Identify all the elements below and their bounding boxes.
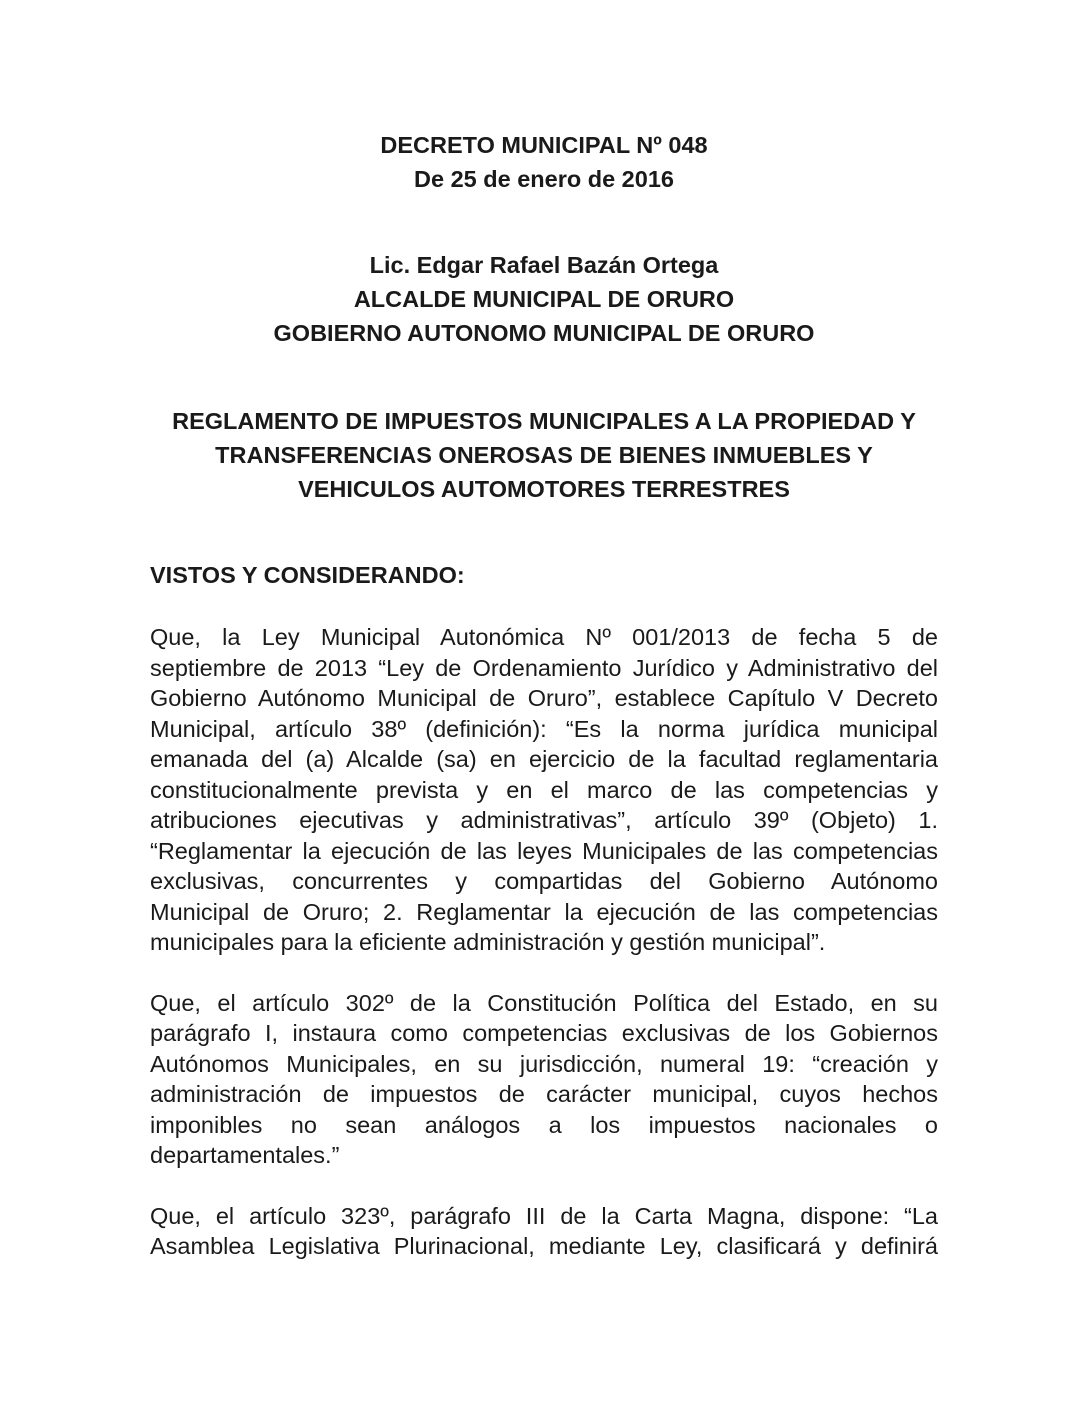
paragraph-line: administración de impuestos de carácter municipal, cuyos hechos: [150, 1081, 938, 1107]
regulation-title-line: TRANSFERENCIAS ONEROSAS DE BIENES INMUEBLES Y: [215, 442, 873, 468]
official-name: Lic. Edgar Rafael Bazán Ortega: [369, 252, 719, 278]
official-block: [150, 248, 938, 350]
paragraph-line: septiembre de 2013 “Ley de Ordenamiento Jurídico y Administrativo del: [150, 654, 938, 681]
regulation-title-line: REGLAMENTO DE IMPUESTOS MUNICIPALES A LA PROPIEDAD Y: [172, 408, 916, 434]
section-title: VISTOS Y CONSIDERANDO:: [150, 562, 465, 588]
paragraph-line: Que, el artículo 302º de la Constitución Política del Estado, en su: [150, 989, 938, 1016]
decree-number: DECRETO MUNICIPAL Nº 048: [380, 132, 708, 158]
decree-header: [150, 128, 938, 196]
paragraph-2: [150, 988, 938, 1171]
official-institution: GOBIERNO AUTONOMO MUNICIPAL DE ORURO: [273, 320, 815, 346]
paragraph-line: Gobierno Autónomo Municipal de Oruro”, establece Capítulo V Decreto: [150, 685, 938, 711]
regulation-title: [150, 404, 938, 506]
paragraph-line: Que, el artículo 323º, parágrafo III de la Carta Magna, dispone: “La: [150, 1202, 938, 1229]
paragraph-line: exclusivas, concurrentes y compartidas del Gobierno Autónomo: [150, 868, 938, 894]
paragraph-line: Autónomos Municipales, en su jurisdicción, numeral 19: “creación y: [150, 1050, 938, 1077]
paragraph-line: emanada del (a) Alcalde (sa) en ejercicio de la facultad reglamentaria: [150, 746, 938, 772]
paragraph-line: departamentales.”: [150, 1142, 340, 1168]
decree-date: De 25 de enero de 2016: [414, 166, 674, 192]
paragraph-line: Que, la Ley Municipal Autonómica Nº 001/2013 de fecha 5 de: [150, 624, 938, 650]
paragraph-3: [150, 1201, 938, 1262]
paragraph-line: imponibles no sean análogos a los impuestos nacionales o: [150, 1111, 938, 1138]
paragraph-line: constitucionalmente prevista y en el marco de las competencias y: [150, 776, 938, 803]
paragraph-line: parágrafo I, instaura como competencias exclusivas de los Gobiernos: [150, 1020, 938, 1046]
paragraph-line: atribuciones ejecutivas y administrativas”, artículo 39º (Objeto) 1.: [150, 807, 938, 833]
paragraph-line: “Reglamentar la ejecución de las leyes Municipales de las competencias: [150, 837, 938, 864]
paragraph-line: Municipal de Oruro; 2. Reglamentar la ejecución de las competencias: [150, 898, 938, 925]
paragraph-line: municipales para la eficiente administración y gestión municipal”.: [150, 929, 826, 955]
paragraph-line: Asamblea Legislativa Plurinacional, mediante Ley, clasificará y definirá: [150, 1233, 938, 1259]
official-position: ALCALDE MUNICIPAL DE ORURO: [353, 286, 735, 312]
paragraph-1: [150, 622, 938, 958]
paragraph-line: Municipal, artículo 38º (definición): “Es la norma jurídica municipal: [150, 715, 938, 742]
regulation-title-line: VEHICULOS AUTOMOTORES TERRESTRES: [298, 476, 790, 502]
